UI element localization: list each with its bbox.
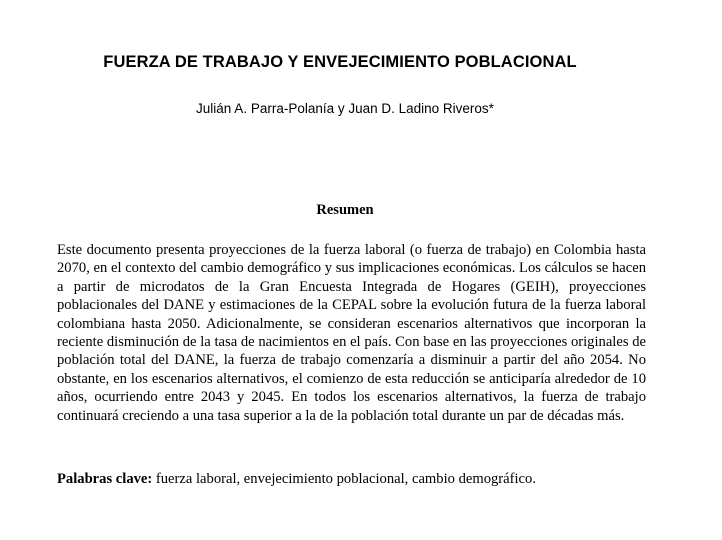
- paper-title: FUERZA DE TRABAJO Y ENVEJECIMIENTO POBLACIONAL: [103, 53, 577, 71]
- paper-authors: Julián A. Parra-Polanía y Juan D. Ladino Riveros*: [196, 101, 494, 116]
- keywords-label: Palabras clave:: [57, 471, 153, 487]
- keywords-list: fuerza laboral, envejecimiento poblacional, cambio demográfico.: [152, 471, 536, 487]
- abstract-heading: Resumen: [316, 202, 374, 218]
- abstract-text: Este documento presenta proyecciones de la fuerza laboral (o fuerza de trabajo) en Colombia hasta 2070, en el contexto del cambio demográfico y sus implicaciones económicas. Los cálculos se hacen a partir de microdatos de la Gran Encuesta Integrada de Hogares (GEIH), proyecciones poblacionales del DANE y estimaciones de la CEPAL sobre la evolución futura de la fuerza laboral colombiana hasta 2050. Adicionalmente, se consideran escenarios alternativos que incorporan la reciente disminución de la tasa de nacimientos en el país. Con base en las proyecciones originales de población total del DANE, la fuerza de trabajo comenzaría a disminuir a partir del año 2054. No obstante, en los escenarios alternativos, el comienzo de esta reducción se anticiparía alrededor de 10 años, ocurriendo entre 2043 y 2045. En todos los escenarios alternativos, la fuerza de trabajo continuará creciendo a una tasa superior a la de la población total durante un par de décadas más.: [57, 242, 646, 424]
- keywords-line: [57, 471, 677, 488]
